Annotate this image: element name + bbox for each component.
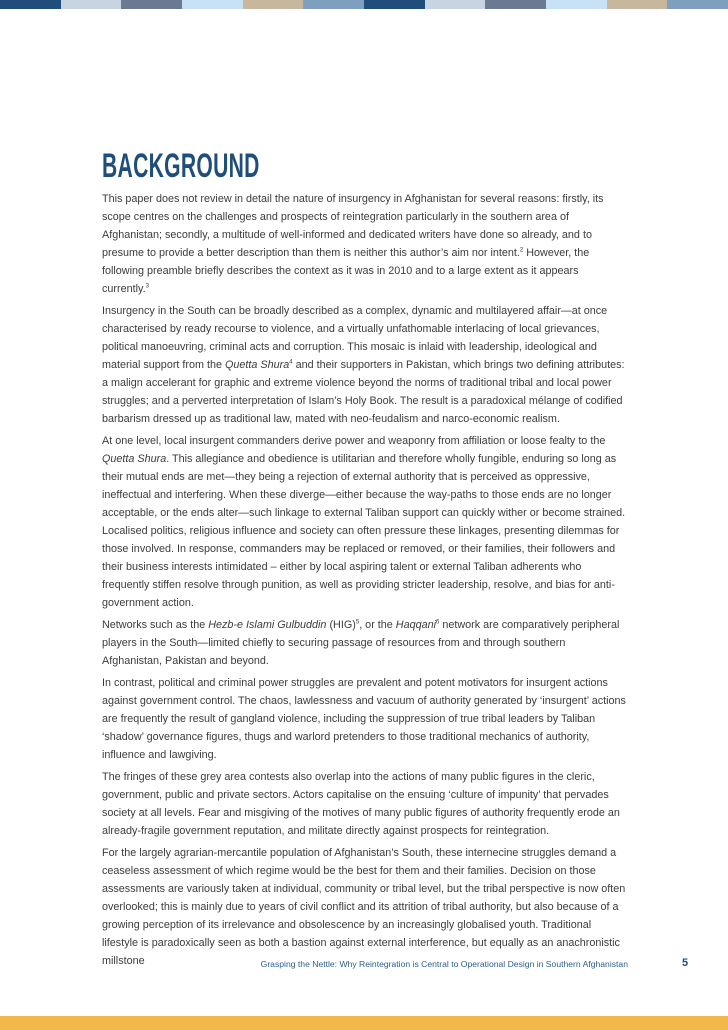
stripe-segment	[546, 0, 607, 9]
italic-term: Hezb-e Islami Gulbuddin	[208, 619, 327, 631]
body-paragraph	[102, 190, 626, 298]
stripe-segment	[121, 0, 182, 9]
footnote-marker: 3	[145, 283, 149, 290]
stripe-segment	[61, 0, 122, 9]
page-number: 5	[682, 957, 689, 969]
top-color-stripe	[0, 0, 728, 9]
stripe-segment	[485, 0, 546, 9]
bottom-color-bar	[0, 1016, 728, 1030]
footer-title: Grasping the Nettle: Why Reintegration is Central to Operational Design in Southern Afghanistan	[260, 959, 628, 969]
body-paragraph	[102, 616, 626, 670]
stripe-segment	[425, 0, 486, 9]
italic-term: Quetta Shura	[102, 453, 167, 465]
body-paragraph	[102, 844, 626, 970]
italic-term: Quetta Shura	[225, 359, 290, 371]
italic-term: Haqqani	[395, 619, 437, 631]
body-paragraph	[102, 674, 626, 764]
text-run: This paper does not review in detail the nature of insurgency in Afghanistan for several reasons: firstly, its scope centres on the challenges and prospects of reintegration particularly in the southern area of Afghanistan; secondly, a multitude of well-informed and dedicated writers have done so already, and to presume to provide a better description than them is neither this author’s aim nor intent.	[102, 193, 604, 259]
footnote-marker: 6	[436, 619, 440, 626]
body-paragraph	[102, 302, 626, 428]
text-run: (HIG)	[326, 619, 356, 631]
stripe-segment	[182, 0, 243, 9]
text-run: and their supporters in Pakistan, which brings two defining attributes: a malign accelerant for graphic and extreme violence beyond the norms of traditional tribal and local power struggles; and a perverted interpretation of Islam’s Holy Book. The result is a paradoxical mélange of codified barbarism dressed up as traditional law, mated with neo-feudalism and narco-economic realism.	[102, 359, 625, 425]
text-run: network are comparatively peripheral players in the South—limited chiefly to securing passage of resources from and through southern Afghanistan, Pakistan and beyond.	[102, 619, 620, 667]
footnote-marker: 2	[519, 247, 524, 254]
stripe-segment	[303, 0, 364, 9]
stripe-segment	[243, 0, 304, 9]
text-run: In contrast, political and criminal power struggles are prevalent and potent motivators for insurgent actions against government control. The chaos, lawlessness and vacuum of authority generated by ‘insurgent’ actions are frequently the result of gangland violence, including the suppression of true tribal leaders by Taliban ‘shadow’ governance figures, thugs and warlord pretenders to those traditional mechanics of authority, influence and lawgiving.	[102, 677, 626, 761]
text-run: For the largely agrarian-mercantile population of Afghanistan’s South, these internecine struggles demand a ceaseless assessment of which regime would be the best for them and their families. Decision on those assessments are variously taken at individual, community or tribal level, but the tribal perspective is now often overlooked; this is mainly due to years of civil conflict and its attrition of tribal authority, but also because of a growing perception of its irrelevance and obsolescence by an increasingly globalised youth. Traditional lifestyle is paradoxically seen as both a bastion against external interference, but equally as an anachronistic millstone	[102, 847, 626, 967]
text-run: At one level, local insurgent commanders derive power and weaponry from affiliation or loose fealty to the	[102, 435, 606, 447]
stripe-segment	[364, 0, 425, 9]
stripe-segment	[0, 0, 61, 9]
stripe-segment	[607, 0, 668, 9]
text-run: However, the following preamble briefly describes the context as it was in 2010 and to a large extent as it appears currently.	[102, 247, 590, 295]
footnote-marker: 4	[289, 359, 293, 366]
section-heading: BACKGROUND	[102, 147, 260, 185]
body-paragraph	[102, 768, 626, 840]
text-run: Insurgency in the South can be broadly described as a complex, dynamic and multilayered affair—at once characterised by ready recourse to violence, and a virtually unfathomable interlacing of local grievances, political manoeuvring, criminal acts and corruption. This mosaic is inlaid with leadership, ideological and material support from the	[102, 305, 608, 371]
text-run: The fringes of these grey area contests also overlap into the actions of many public figures in the cleric, government, public and private sectors. Actors capitalise on the ensuing ‘culture of impunity’ that pervades society at all levels. Fear and misgiving of the motives of many public figures of authority frequently erode an already-fragile government reputation, and militate directly against prospects for reintegration.	[102, 771, 620, 837]
text-run: . This allegiance and obedience is utilitarian and therefore wholly fungible, enduring so long as their mutual ends are met—they being a rejection of external authority that is perceived as oppressive, ineffectual and interfering. When these diverge—either because the way-paths to those ends are no longer acceptable, or the ends alter—such linkage to external Taliban support can quickly wither or become strained. Localised politics, religious influence and society can often pressure these linkages, presenting dilemmas for those involved. In response, commanders may be replaced or removed, or their families, their followers and their business interests intimidated – either by local aspiring talent or external Taliban adherents who frequently stiffen resolve through punition, as well as providing stricter leadership, resolve, and bias for anti-government action.	[102, 453, 626, 609]
stripe-segment	[667, 0, 728, 9]
body-paragraph	[102, 432, 626, 612]
text-run: , or the	[359, 619, 396, 631]
body-text	[102, 190, 626, 974]
text-run: Networks such as the	[102, 619, 209, 631]
footnote-marker: 5	[355, 619, 360, 626]
